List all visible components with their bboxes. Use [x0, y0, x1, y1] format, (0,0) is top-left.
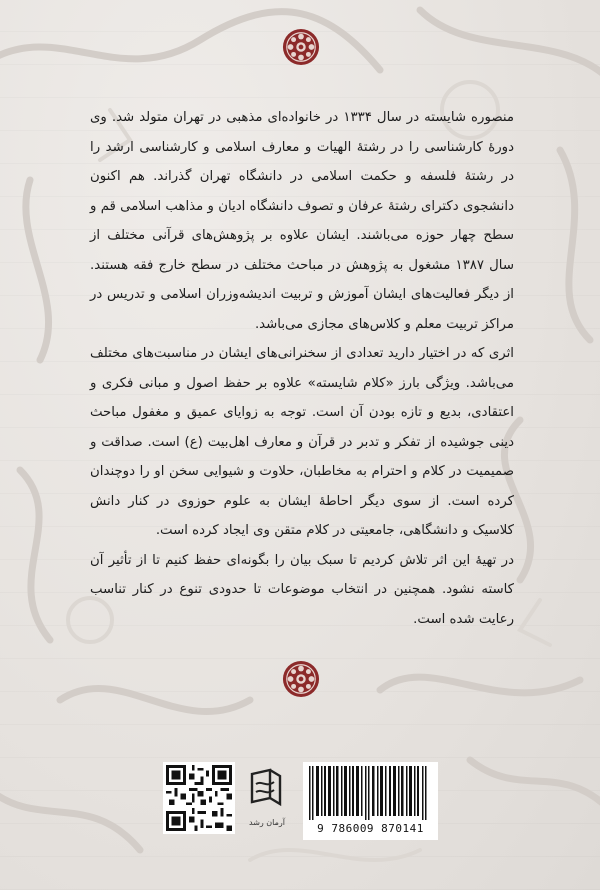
rosette-ornament-icon: [282, 660, 320, 698]
blurb-paragraph-1: منصوره شایسته در سال ۱۳۳۴ در خانواده‌ای مذهبی در تهران متولد شد. وی دورهٔ کارشناسی را در رشتهٔ الهیات و معارف اسلامی و کارشناسی ارشد را در رشتهٔ فلسفه و حکمت اسلامی در دانشگاه تهران گذراند. هم اکنون دانشجوی دکترای رشتهٔ عرفان و تصوف دانشگاه ادیان و مذاهب اسلامی قم و سطح چهار حوزه می‌باشند. ایشان علاوه بر پژوهش‌های قرآنی مختلف از سال ۱۳۸۷ مشغول به پژوهش در مباحث مختلف در سطح خارج فقه هستند. از دیگر فعالیت‌های ایشان آموزش و تربیت اندیشه‌وزران اسلامی و تدریس در مراکز تربیت معلم و کلاس‌های مجازی می‌باشد.: [90, 110, 514, 332]
qr-code-icon: [163, 762, 235, 834]
blurb-paragraph-3: در تهیهٔ این اثر تلاش کردیم تا سبک بیان را بگونه‌ای حفظ کنیم تا از تأثیر آن کاسته نشود. همچنین در انتخاب موضوعات تا حدودی تنوع در کنار تناسب رعایت شده است.: [90, 552, 514, 627]
isbn-barcode: [303, 762, 438, 840]
isbn-number: 9 786009 870141: [317, 822, 424, 835]
rosette-ornament-icon: [282, 28, 320, 66]
author-blurb: [90, 103, 514, 634]
publisher-name: آرمان رشد: [249, 818, 285, 827]
blurb-paragraph-2: اثری که در اختیار دارید تعدادی از سخنرانی‌های ایشان در مناسبت‌های مختلف می‌باشد. ویژگی بارز «کلام شایسته» علاوه بر حفظ اصول و مبانی فکری و اعتقادی، بدیع و تازه بودن آن است. توجه به زوایای عمیق و مغفول مباحث دینی جوشیده از تفکر و تدبر در قرآن و معارف اهل‌بیت (ع) است. صداقت و صمیمیت در کلام و احترام به مخاطبان، حلاوت و شیوایی سخن او را دوچندان کرده است. از سوی دیگر احاطهٔ ایشان به علوم حوزوی در کنار دانش کلاسیک و دانشگاهی، جامعیتی در کلام متقن وی ایجاد کرده است.: [90, 346, 514, 538]
barcode-icon: [309, 766, 432, 820]
book-bird-logo-icon: [248, 768, 284, 812]
